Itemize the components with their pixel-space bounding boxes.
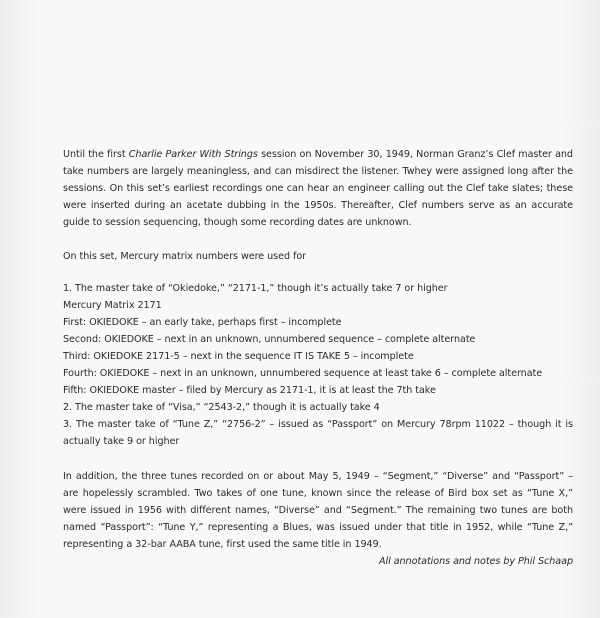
signature: All annotations and notes by Phil Schaap [378,555,573,567]
list-item: 3. The master take of “Tune Z,” “2756-2” – issued as “Passport” on Mercury 78rpm 11022 – though it is actually take 9 or higher [63,419,573,448]
intro-paragraph: Until the first Charlie Parker With Strings session on November 30, 1949, Norman Granz’s Clef master and take numbers are largely meaningless, and can misdirect the listener. Twhey were assigned long after the sessions. On this set’s earliest recordings one can hear an engineer calling out the Clef take slates; these were inserted during an acetate dubbing in the 1950s. Thereafter, Clef numbers serve as an accurate guide to session sequencing, though some recording dates are unknown. [63,149,573,229]
list-item: Fifth: OKIEDOKE master – filed by Mercury as 2171-1, it is at least the 7th take [63,385,436,397]
list-item: Fourth: OKIEDOKE – next in an unknown, unnumbered sequence at least take 6 – complete alternate [63,368,543,380]
matrix-intro: On this set, Mercury matrix numbers were used for [63,251,307,263]
list-item: First: OKIEDOKE – an early take, perhaps first – incomplete [63,316,342,328]
list-item: 1. The master take of “Okiedoke,” “2171-1,” though it’s actually take 7 or higher [63,282,448,294]
scrambled-tunes-paragraph: In addition, the three tunes recorded on or about May 5, 1949 – “Segment,” “Diverse” and “Passport” – are hopelessly scrambled. Two takes of one tune, known since the release of Bird box set as “Tune X,” were issued in 1956 with different names, “Diverse” and “Segment.” The remaining two tunes are both named “Passport”: “Tune Y,” representing a Blues, was issued under that title in 1952, while “Tune Z,” representing a 32-bar AABA tune, first used the same title in 1949. [63,470,573,550]
list-item: 2. The master take of “Visa,” “2543-2,” though it is actually take 4 [63,402,380,414]
list-item: Mercury Matrix 2171 [63,299,162,311]
list-item: Third: OKIEDOKE 2171-5 – next in the sequence IT IS TAKE 5 – incomplete [63,350,414,362]
liner-notes-text [63,146,573,570]
list-item: Second: OKIEDOKE – next in an unknown, unnumbered sequence – complete alternate [63,333,476,345]
album-title: Charlie Parker With Strings [128,149,258,160]
